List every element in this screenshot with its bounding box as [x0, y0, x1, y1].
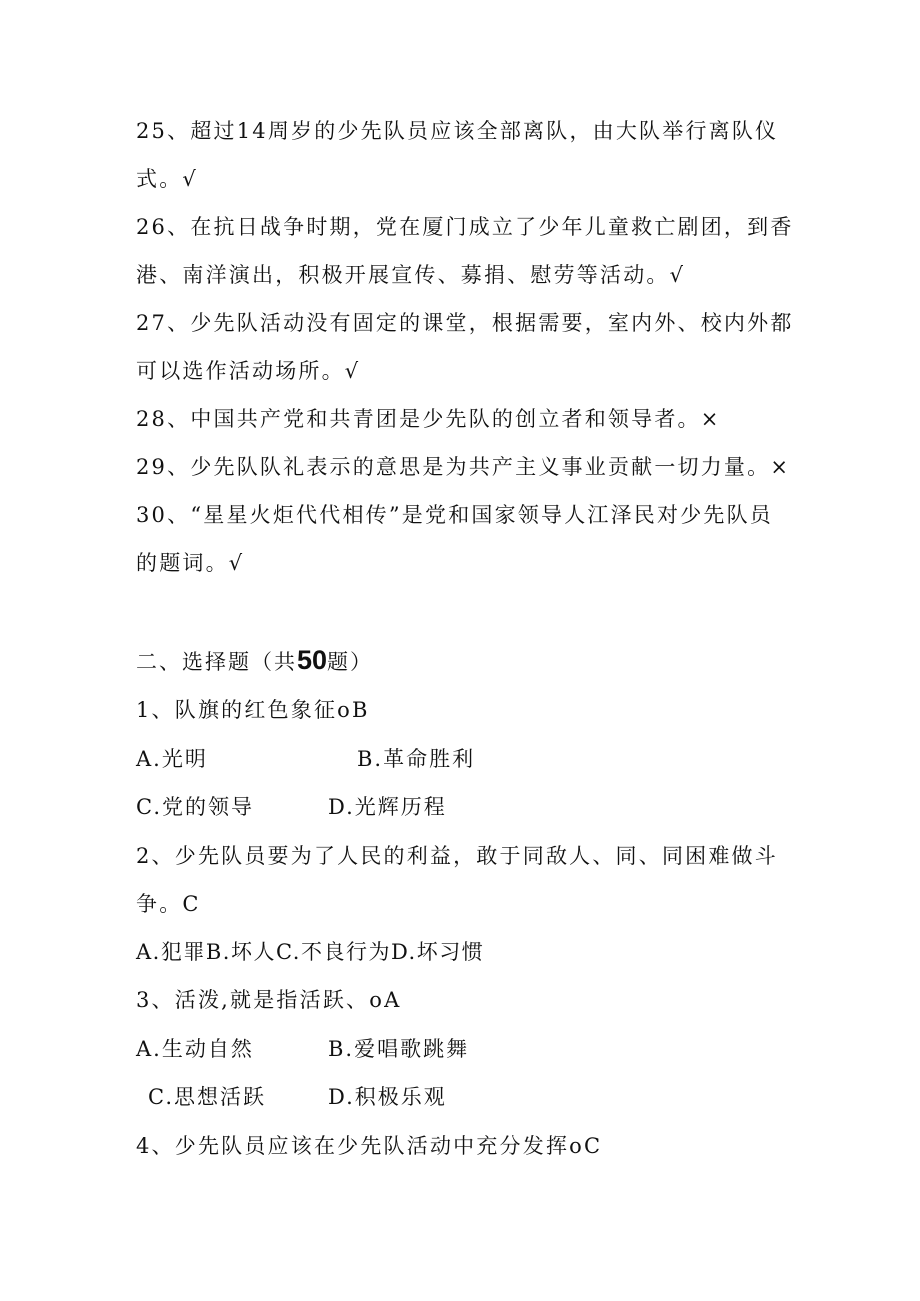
choice-3-option-d: D.积极乐观: [328, 1085, 447, 1109]
choice-question-4: 4、少先队员应该在少先队活动中充分发挥oC: [136, 1134, 603, 1158]
choice-1-option-b: B.革命胜利: [357, 747, 476, 771]
choice-3-option-c: C.思想活跃: [148, 1085, 266, 1109]
question-27-line-1: 27、少先队活动没有固定的课堂，根据需要，室内外、校内外都: [136, 311, 794, 335]
question-25-line-1: 25、超过14周岁的少先队员应该全部离队，由大队举行离队仪: [136, 119, 779, 143]
question-26-line-1: 26、在抗日战争时期，党在厦门成立了少年儿童救亡剧团，到香: [136, 215, 794, 239]
section-heading-prefix: 二、选择题（共: [136, 650, 297, 674]
choice-question-2-line-2: 争。C: [136, 892, 201, 916]
question-27-line-2: 可以选作活动场所。√: [136, 359, 361, 383]
choice-1-option-c: C.党的领导: [136, 795, 254, 819]
question-30-line-1: 30、“星星火炬代代相传”是党和国家领导人江泽民对少先队员: [136, 503, 773, 527]
question-26-line-2: 港、南洋演出，积极开展宣传、募捐、慰劳等活动。√: [136, 263, 686, 287]
question-29: 29、少先队队礼表示的意思是为共产主义事业贡献一切力量。×: [136, 455, 791, 479]
question-28: 28、中国共产党和共青团是少先队的创立者和领导者。×: [136, 407, 721, 431]
section-heading: [136, 647, 373, 675]
section-heading-count: 50: [297, 645, 328, 675]
choice-question-3: 3、活泼,就是指活跃、oA: [136, 988, 402, 1012]
question-25-line-2: 式。√: [136, 167, 198, 191]
question-30-line-2: 的题词。√: [136, 551, 245, 575]
choice-3-option-b: B.爱唱歌跳舞: [328, 1037, 470, 1061]
section-heading-suffix: 题）: [327, 650, 374, 674]
choice-2-options: A.犯罪B.坏人C.不良行为D.坏习惯: [136, 940, 485, 964]
choice-1-option-d: D.光辉历程: [328, 795, 447, 819]
choice-1-option-a: A.光明: [136, 747, 208, 771]
choice-question-2-line-1: 2、少先队员要为了人民的利益，敢于同敌人、同、同困难做斗: [136, 844, 778, 868]
choice-3-option-a: A.生动自然: [136, 1037, 254, 1061]
choice-question-1: 1、队旗的红色象征oB: [136, 698, 370, 722]
